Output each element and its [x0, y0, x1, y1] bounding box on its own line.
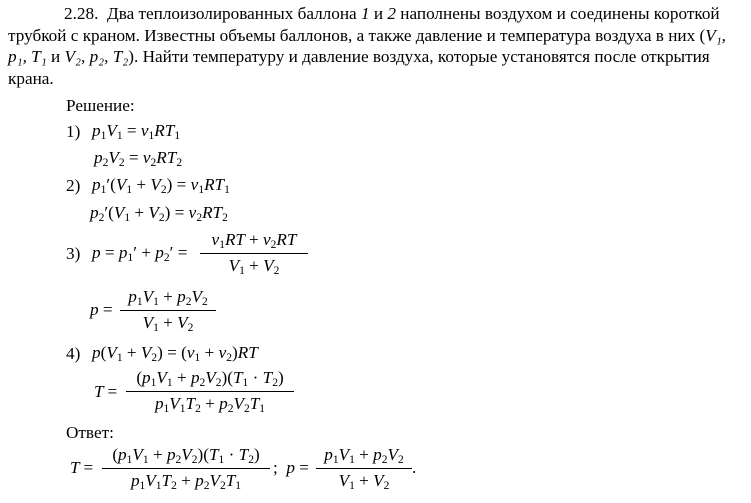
step-4-label: 4): [66, 344, 81, 363]
answer-p-fraction: $p_1V_1 + p_2V_2$ $V_1 + V_2$: [316, 445, 412, 492]
eq-4b-fraction: $(p_1V_1 + p_2V_2)(T_1 \cdot T_2)$ $p_1V_1T_2 + p_2V_2T_1$: [126, 368, 294, 415]
problem-text-1: Два теплоизолированных баллона: [106, 4, 361, 23]
problem-text-3: ). Найти температуру и давление воздуха, которые установятся после открытия крана.: [8, 47, 710, 88]
answer-heading: Ответ:: [66, 423, 114, 442]
eq-2b: $p_2'(V_1 + V_2) = \nu_2RT_2$: [90, 203, 228, 224]
answer-separator: ; p =: [273, 458, 309, 477]
eq-3a-fraction: $\nu_1RT + \nu_2RT$ $V_1 + V_2$: [200, 230, 308, 277]
solution-heading: Решение:: [66, 96, 135, 115]
eq-3a-left: $p = p_1' + p_2'$ =: [92, 243, 188, 264]
eq-3b-left: p =: [90, 300, 113, 319]
eq-1b: $p_2V_2 = \nu_2RT_2$: [94, 148, 183, 169]
eq-4b-left: T =: [94, 382, 118, 401]
eq-3b-fraction: $p_1V_1 + p_2V_2$ $V_1 + V_2$: [120, 287, 216, 334]
eq-4a: $p(V_1 + V_2) = (\nu_1 + \nu_2)RT$: [92, 343, 258, 364]
eq-2a: $p_1'(V_1 + V_2) = \nu_1RT_1$: [92, 175, 230, 196]
params-1: V₁, p₁, T₁: [8, 25, 726, 66]
balloon-2-label: 2: [387, 4, 396, 23]
step-3-label: 3): [66, 244, 81, 263]
answer-period: .: [412, 458, 417, 477]
step-2-label: 2): [66, 176, 81, 195]
answer-T-left: T =: [70, 458, 94, 477]
problem-text-and2: и: [46, 47, 65, 66]
step-1-label: 1): [66, 122, 81, 141]
params-2: V₂, p₂, T₂: [64, 47, 129, 66]
problem-statement: [8, 3, 746, 89]
answer-T-fraction: $(p_1V_1 + p_2V_2)(T_1 \cdot T_2)$ $p_1V_1T_2 + p_2V_2T_1$: [102, 445, 270, 492]
eq-1a: $p_1V_1 = \nu_1RT_1$: [92, 121, 181, 142]
problem-number: 2.28.: [64, 4, 99, 23]
problem-text-and: и: [369, 4, 388, 23]
balloon-1-label: 1: [360, 4, 370, 23]
problem-text-2: наполнены воздухом и соединены короткой трубкой с краном. Известны объемы баллонов, а также давление и температура воздуха в них (: [8, 4, 720, 45]
